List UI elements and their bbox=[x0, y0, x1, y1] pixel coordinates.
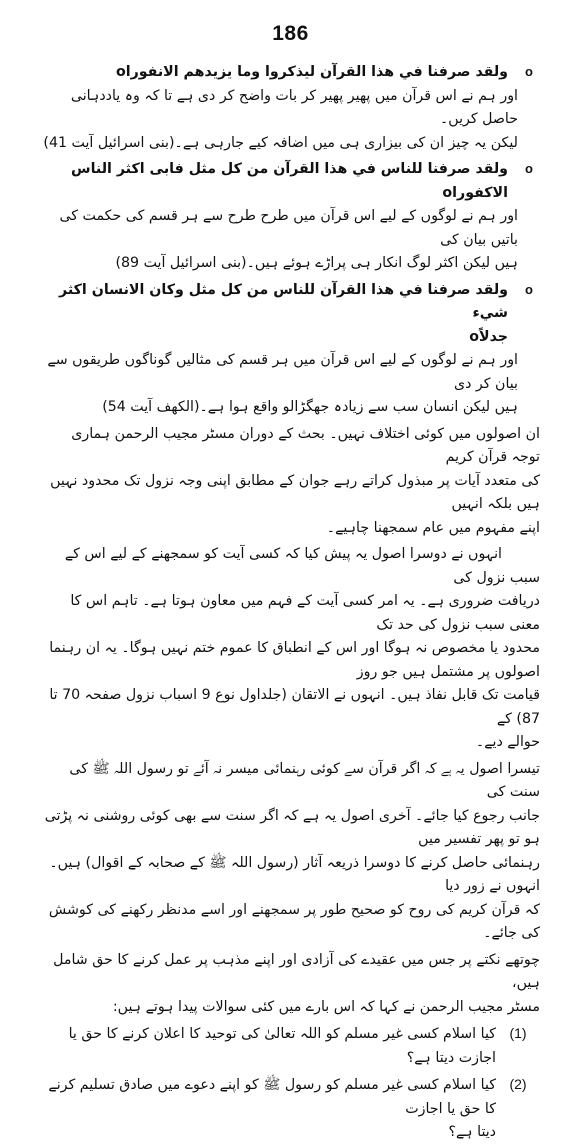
translation-line: ہیں لیکن انسان سب سے زیادہ جھگڑالو واقع ہوا ہے۔(الکھف آیت 54) bbox=[102, 399, 518, 415]
paragraph-line: اپنے مفہوم میں عام سمجھنا چاہیے۔ bbox=[326, 519, 540, 536]
body-paragraph bbox=[40, 423, 540, 541]
verse-arabic-line bbox=[40, 60, 540, 85]
body-paragraph bbox=[40, 543, 540, 755]
translation-line: لیکن یہ چیز ان کی بیزاری ہی میں اضافہ کیے جارہی ہے۔(بنی اسرائیل آیت 41) bbox=[43, 134, 518, 151]
translation-line: اور ہم نے لوگوں کے لیے اس قرآن میں ہر قسم کی مثالیں گوناگوں طریقوں سے بیان کر دی bbox=[47, 352, 518, 392]
body-paragraph bbox=[40, 758, 540, 946]
verse-block bbox=[40, 278, 540, 420]
translation-line: اور ہم نے اس قرآن میں پھیر پھیر کر بات واضح کر دی ہے تا کہ وہ یاددہانی حاصل کریں۔ bbox=[70, 87, 518, 127]
paragraph-line: کہ قرآن کریم کی روح کو صحیح طور پر سمجھنے اور اسے مدنظر رکھنے کی کوشش کی جائے۔ bbox=[48, 901, 540, 941]
bullet-icon: o bbox=[525, 64, 533, 79]
verse-translation bbox=[40, 85, 540, 156]
verse-translation bbox=[40, 205, 540, 276]
verse-arabic: ولقد صرفنا في هذا القرآن ليذكروا وما يزيدهم الانفوراo bbox=[115, 64, 508, 80]
bullet-icon: o bbox=[525, 281, 533, 297]
paragraph-line: انہوں نے دوسرا اصول یہ پیش کیا کہ کسی آیت کو سمجھنے کے لیے اس کے سبب نزول کی bbox=[64, 546, 540, 586]
question-number: (1) bbox=[509, 1025, 527, 1041]
paragraph-line: چوتھے نکتے پر جس میں عقیدے کی آزادی اور اپنے مذہب پر عمل کرنے کا حق شامل ہیں، bbox=[53, 951, 540, 991]
translation-line: اور ہم نے لوگوں کے لیے اس قرآن میں طرح طرح سے ہر قسم کی حکمت کی باتیں بیان کی bbox=[59, 208, 518, 248]
paragraph-line: کی متعدد آیات پر مبذول کراتے رہے جوان کے مطابق اپنی وجہ نزول تک محدود نہیں ہیں بلکہ انہیں bbox=[50, 472, 540, 512]
verse-arabic-continuation: جدلاًo bbox=[469, 328, 508, 345]
body-paragraph bbox=[40, 949, 540, 1020]
paragraph-line: دریافت ضروری ہے۔ یہ امر کسی آیت کے فہم میں معاون ہوتا ہے۔ تاہم اس کا معنی سبب نزول کی حد تک bbox=[70, 593, 540, 633]
verse-arabic: ولقد صرفنا للناس في هذا القرآن من كل مثل فابى اكثر الناس الاكفوراo bbox=[71, 161, 508, 201]
page-body bbox=[40, 60, 540, 1145]
verse-arabic-line bbox=[40, 278, 540, 326]
verse-block bbox=[40, 157, 540, 276]
question-text: کیا اسلام کسی غیر مسلم کو اللہ تعالیٰ کی توحید کا اعلان کرنے کا حق یا اجازت دیتا ہے؟ bbox=[68, 1026, 496, 1066]
verse-block bbox=[40, 60, 540, 155]
verse-arabic-line bbox=[40, 157, 540, 205]
question-item bbox=[40, 1073, 540, 1145]
bullet-icon: o bbox=[525, 161, 533, 176]
translation-line: ہیں لیکن اکثر لوگ انکار ہی پراڑے ہوئے ہیں۔(بنی اسرائیل آیت 89) bbox=[115, 255, 518, 271]
paragraph-line: رہنمائی حاصل کرنے کا دوسرا ذریعہ آثار (رسول اللہ ﷺ کے صحابہ کے اقوال) ہیں۔ انہوں نے زور دیا bbox=[49, 854, 540, 894]
question-text: کیا اسلام کسی غیر مسلم کو رسول ﷺ کو اپنے دعوے میں صادق تسلیم کرنے کا حق یا اجازت bbox=[48, 1077, 496, 1117]
paragraph-line: جانب رجوع کیا جائے۔ آخری اصول یہ ہے کہ اگر سنت سے بھی کوئی روشنی نہ پڑتی ہو تو پھر تفسیر میں bbox=[44, 807, 540, 847]
verse-translation bbox=[40, 349, 540, 420]
paragraph-line: محدود یا مخصوص نہ ہوگا اور اس کے انطباق کا عموم ختم نہیں ہوگا۔ یہ ان رہنما اصولوں پر مشتمل ہیں جو روز bbox=[49, 640, 540, 680]
page-number: 186 bbox=[272, 22, 309, 45]
question-number: (2) bbox=[509, 1076, 527, 1092]
paragraph-line: تیسرا اصول یہ ہے کہ اگر قرآن سے کوئی رہنمائی میسر نہ آئے تو رسول اللہ ﷺ کی سنت کی bbox=[69, 760, 540, 800]
paragraph-line: مسٹر مجیب الرحمن نے کہا کہ اس بارے میں کئی سوالات پیدا ہوتے ہیں: bbox=[112, 998, 540, 1015]
verse-arabic: ولقد صرفنا في هذا القرآن للناس من كل مثل وكان الانسان اكثر شيء bbox=[59, 281, 508, 321]
paragraph-line: حوالے دیے۔ bbox=[475, 734, 540, 750]
question-text-continuation: دیتا ہے؟ bbox=[448, 1124, 496, 1140]
question-item bbox=[40, 1022, 540, 1070]
paragraph-line: قیامت تک قابل نفاذ ہیں۔ انہوں نے الاتقان (جلداول نوع 9 اسباب نزول صفحہ 70 تا 87) کے bbox=[49, 687, 540, 727]
paragraph-line: ان اصولوں میں کوئی اختلاف نہیں۔ بحث کے دوران مسٹر مجیب الرحمن ہماری توجہ قرآن کریم bbox=[71, 425, 540, 465]
